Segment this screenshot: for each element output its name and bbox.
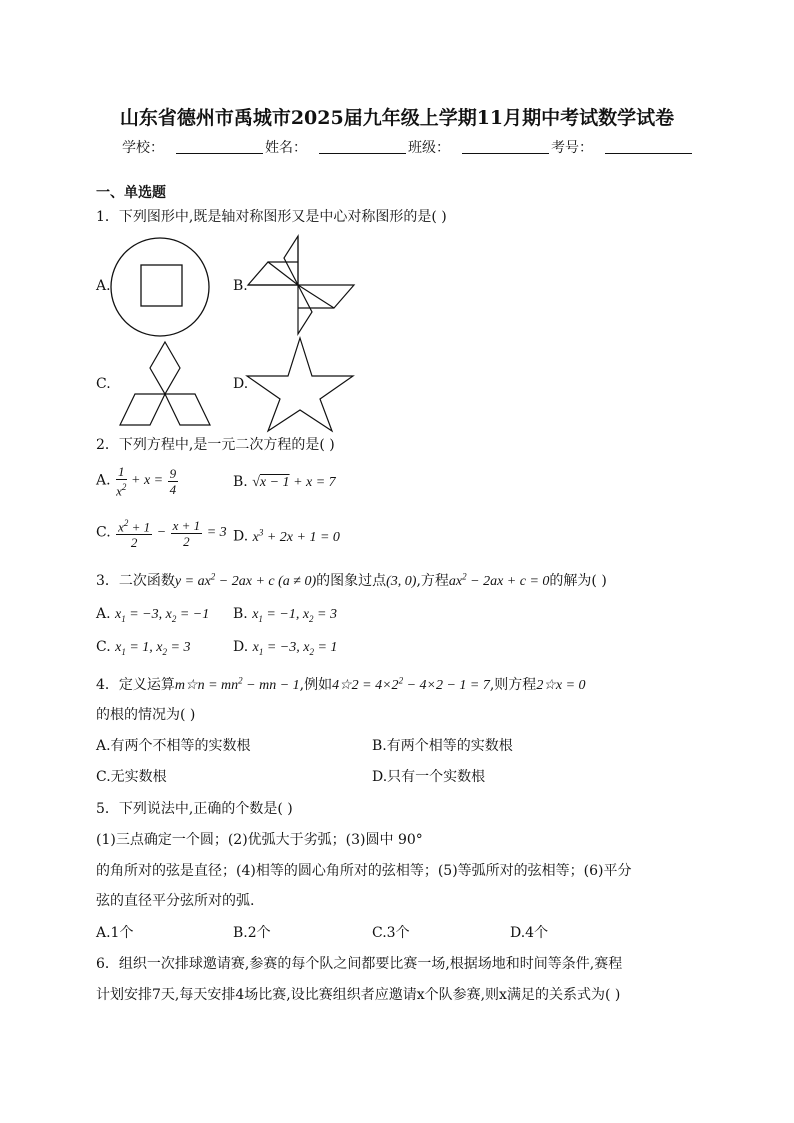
q3-option-a-formula: $x_1 = -3$, $x_2 = -1$ (115, 607, 210, 624)
q3-stem-mid1: 的图象过点 (316, 573, 387, 589)
q4-stem-mid2: ,则方程 (489, 677, 537, 693)
q3-option-c (96, 639, 190, 657)
q3-point: (3, 0) (386, 574, 417, 589)
q1-figure-d (245, 336, 355, 432)
class-label: 班级： (408, 140, 450, 156)
section-heading: 一、单选题 (96, 185, 166, 201)
q4-option-d: D.只有一个实数根 (372, 769, 486, 785)
q3-option-c-formula: $x_1 = 1$, $x_2 = 3$ (115, 640, 191, 657)
q2-option-d-label: D. (233, 528, 249, 545)
class-blank[interactable] (462, 139, 549, 154)
question-5-line2: 的角所对的弦是直径；(4)相等的圆心角所对的弦相等；(5)等弧所对的弦相等；(6)平分 (96, 863, 632, 879)
q3-equation: $ax^2 - 2ax + c = 0$ (448, 571, 550, 589)
question-1-stem: 1．下列图形中,既是轴对称图形又是中心对称图形的是( ) (96, 209, 447, 225)
student-info-row (122, 137, 694, 157)
question-5-line1: (1)三点确定一个圆；(2)优弧大于劣弧；(3)圆中 90° (96, 832, 423, 848)
q1-option-d-label: D. (233, 376, 249, 392)
q5-option-c: C.3个 (372, 925, 410, 941)
q4-option-b: B.有两个相等的实数根 (372, 738, 513, 754)
school-blank[interactable] (176, 139, 263, 154)
q4-stem-pre: 4．定义运算 (96, 677, 175, 693)
question-5-stem: 5．下列说法中,正确的个数是( ) (96, 801, 293, 817)
question-2-stem: 2．下列方程中,是一元二次方程的是( ) (96, 437, 335, 453)
q5-option-d: D.4个 (510, 925, 549, 941)
q3-option-d-label: D. (233, 639, 249, 655)
q2-option-c-label: C. (96, 524, 111, 541)
q2-option-b (233, 474, 336, 491)
question-3-stem (96, 570, 607, 590)
q1-option-b-label: B. (233, 278, 248, 294)
q3-option-a (96, 606, 209, 624)
q2-option-d (233, 527, 340, 546)
question-6-line1: 6．组织一次排球邀请赛,参赛的每个队之间都要比赛一场,根据场地和时间等条件,赛程 (96, 956, 623, 972)
q3-function: $y = ax^2 - 2ax + c$ (a ≠ 0) (174, 571, 317, 589)
q3-option-a-label: A. (96, 606, 111, 622)
number-label: 考号： (551, 140, 593, 156)
q5-option-b: B.2个 (233, 925, 271, 941)
q4-stem-mid: ,例如 (299, 677, 333, 693)
name-blank[interactable] (319, 139, 406, 154)
q2-option-c-formula: $\frac{x^2 + 1}{2}$ − $\frac{x + 1}{2}$ = 3 (118, 517, 227, 551)
q4-equation: 2☆x = 0 (536, 678, 586, 693)
question-5-line3: 弦的直径平分弦所对的弧. (96, 893, 255, 909)
q3-option-d (233, 639, 337, 657)
q3-option-c-label: C. (96, 639, 111, 655)
q2-option-a (96, 464, 179, 498)
question-4-line2: 的根的情况为( ) (96, 707, 196, 723)
q4-definition: m☆n = $mn^2$ − mn − 1 (174, 675, 300, 693)
q3-option-b (233, 606, 337, 624)
page-title: 山东省德州市禹城市2025届九年级上学期11月期中考试数学试卷 (119, 107, 675, 129)
q2-option-a-label: A. (96, 472, 111, 489)
q3-option-b-formula: $x_1 = -1$, $x_2 = 3$ (252, 607, 337, 624)
q4-option-a: A.有两个不相等的实数根 (96, 738, 251, 754)
q1-option-c-label: C. (96, 376, 111, 392)
q2-option-a-formula: $\frac{1}{x^2}$ + x = $\frac{9}{4}$ (116, 464, 177, 499)
q1-figure-a (110, 237, 210, 337)
q2-option-b-label: B. (233, 474, 248, 490)
q2-option-b-formula: √x − 1 + x = 7 (252, 475, 336, 490)
school-label: 学校： (122, 140, 164, 156)
q1-figure-b (246, 234, 356, 336)
q3-stem-pre: 3．二次函数 (96, 573, 175, 589)
q3-stem-post: 的解为( ) (549, 573, 607, 589)
q5-option-a: A.1个 (96, 925, 134, 941)
number-blank[interactable] (605, 139, 692, 154)
q3-option-d-formula: $x_1 = -3$, $x_2 = 1$ (252, 640, 338, 657)
name-label: 姓名： (265, 140, 307, 156)
q3-stem-mid2: ,方程 (416, 573, 449, 589)
question-4-stem (96, 674, 586, 694)
q4-example: 4☆2 = $4\times 2^2 - 4\times 2 - 1 = 7$ (332, 675, 490, 693)
q4-option-c: C.无实数根 (96, 769, 167, 785)
q2-option-d-formula: $x^3 + 2x + 1 = 0$ (252, 527, 340, 545)
q1-figure-c (110, 340, 222, 428)
q2-option-c (96, 516, 227, 550)
q3-option-b-label: B. (233, 606, 248, 622)
q1-option-a-label: A. (96, 278, 111, 294)
question-6-line2: 计划安排7天,每天安排4场比赛,设比赛组织者应邀请x个队参赛,则x满足的关系式为( ) (96, 987, 621, 1003)
